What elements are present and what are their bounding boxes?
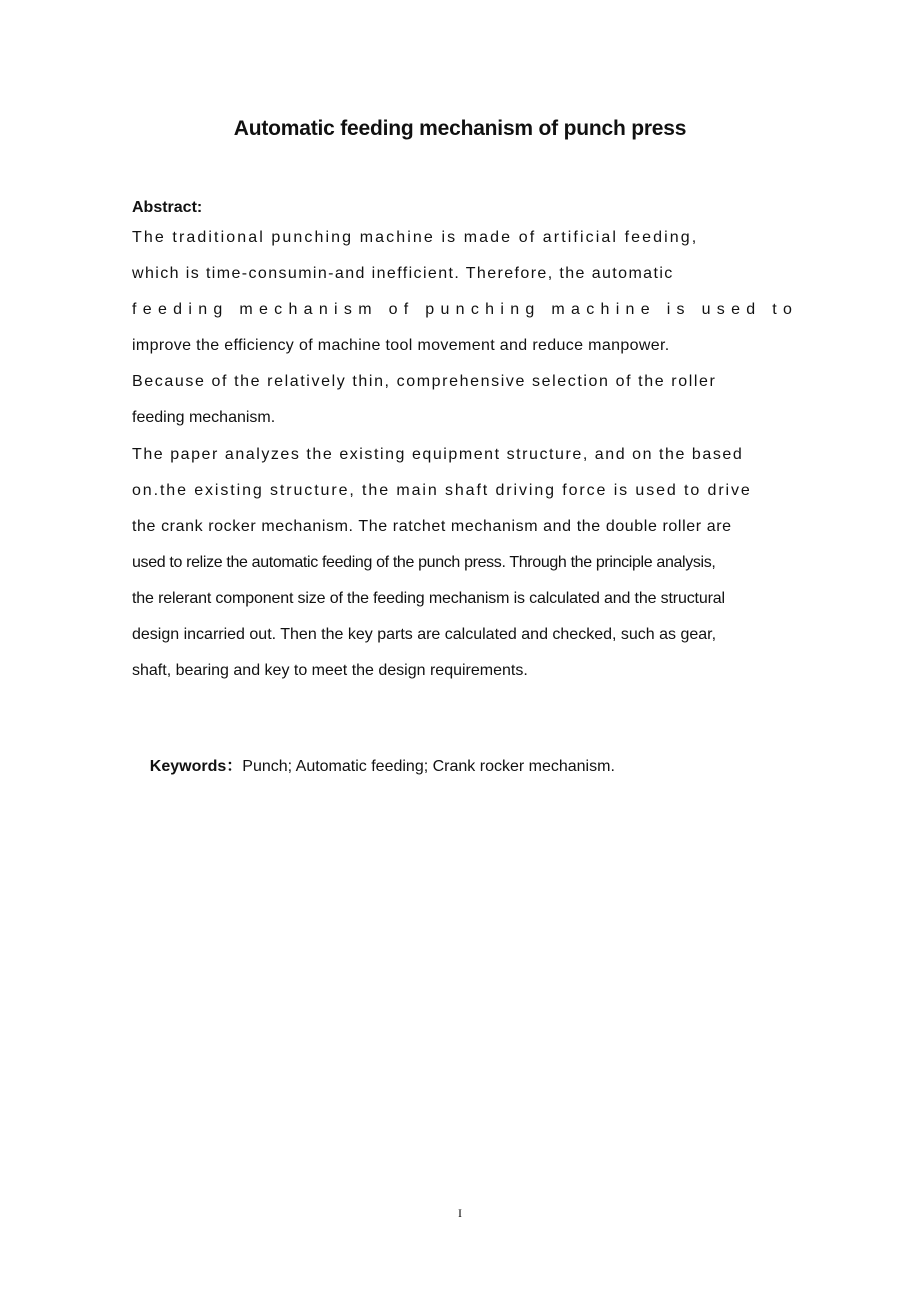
abstract-line-10: used to relize the automatic feeding of the punch press. Through the principle analysis,: [132, 554, 716, 571]
abstract-line-3: feeding mechanism of punching machine is used to: [132, 301, 799, 318]
abstract-line-1: The traditional punching machine is made of artificial feeding,: [132, 229, 699, 246]
keywords-line: [132, 734, 615, 800]
abstract-line-8: on.the existing structure, the main shaft driving force is used to drive: [132, 482, 752, 499]
abstract-line-9: the crank rocker mechanism. The ratchet mechanism and the double roller are: [132, 518, 732, 535]
keywords-label: Keywords：: [149, 758, 243, 775]
abstract-line-4: improve the efficiency of machine tool movement and reduce manpower.: [132, 337, 670, 354]
abstract-line-5: Because of the relatively thin, comprehensive selection of the roller: [132, 373, 717, 390]
abstract-line-13: shaft, bearing and key to meet the design requirements.: [132, 662, 528, 679]
abstract-line-2: which is time-consumin-and inefficient. Therefore, the automatic: [132, 265, 674, 282]
abstract-line-11: the relerant component size of the feeding mechanism is calculated and the structural: [132, 590, 725, 607]
abstract-line-12: design incarried out. Then the key parts are calculated and checked, such as gear,: [132, 626, 717, 643]
abstract-line-6: feeding mechanism.: [132, 409, 276, 426]
keywords-text: Punch; Automatic feeding; Crank rocker mechanism.: [242, 758, 615, 775]
abstract-line-7: The paper analyzes the existing equipment structure, and on the based: [132, 446, 744, 463]
page-number: I: [458, 1206, 462, 1220]
document-title: Automatic feeding mechanism of punch press: [233, 117, 687, 140]
abstract-label: Abstract:: [132, 199, 203, 216]
